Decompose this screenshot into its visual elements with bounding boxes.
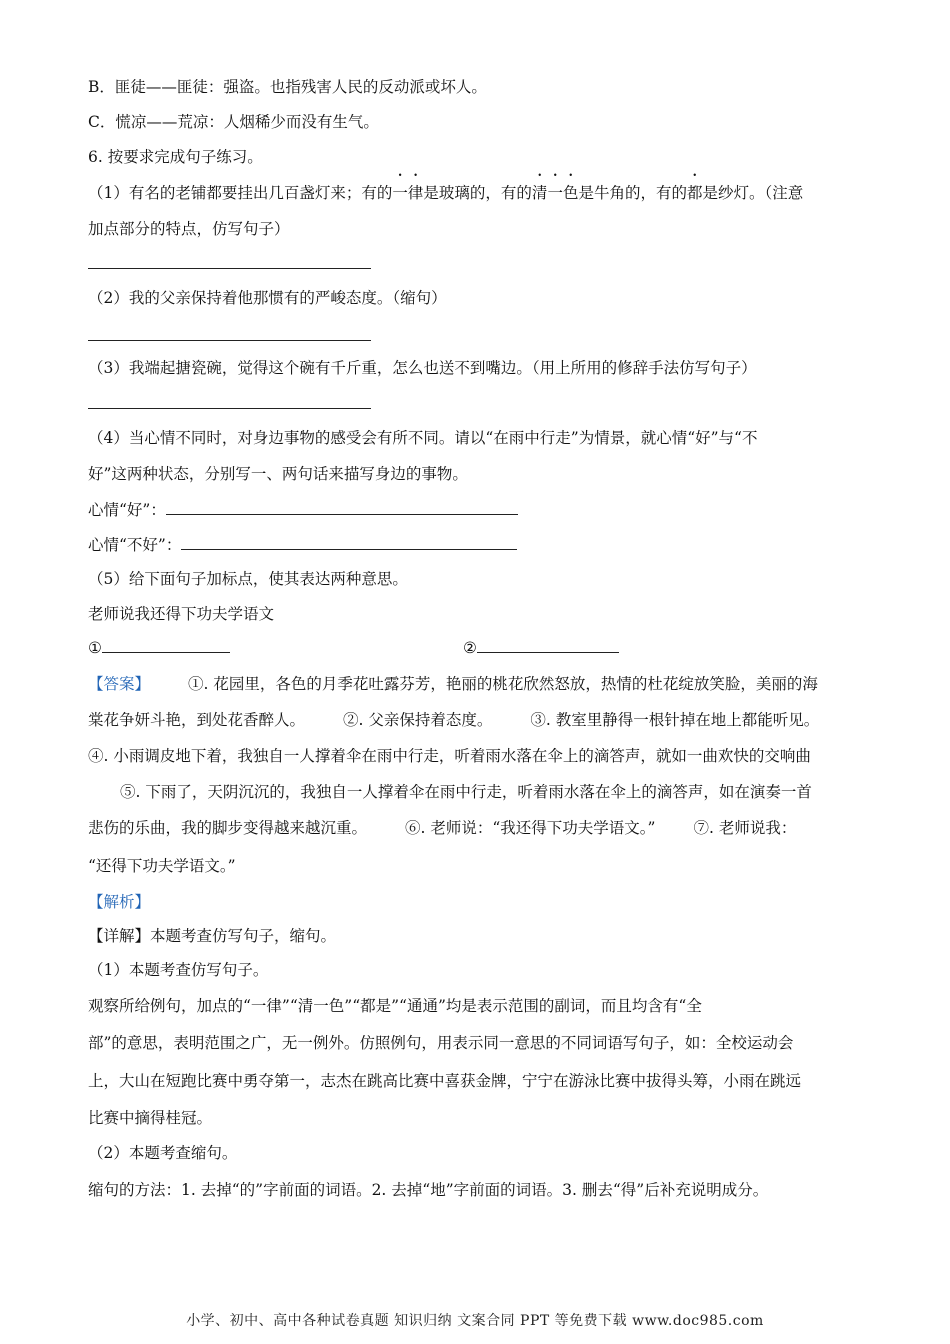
answer-line-3: ④. 小雨调皮地下着，我独自一人撑着伞在雨中行走，听着雨水落在伞上的滴答声，就如一曲欢快的交响曲 [88,747,811,765]
analysis-tag: 【解析】 [88,893,151,911]
detail-title: 【详解】本题考查仿写句子，缩句。 [88,927,337,945]
q3-text: （3）我端起搪瓷碗，觉得这个碗有千斤重，怎么也送不到嘴边。（用上所用的修辞手法仿写句子） [88,359,757,377]
q5-sentence: 老师说我还得下功夫学语文 [88,605,275,623]
emph-char: 一 [547,184,563,202]
emph-char: 一 [392,184,408,202]
detail-7: 缩句的方法：1. 去掉“的”字前面的词语。2. 去掉“地”字前面的词语。3. 删去“得”后补充说明成分。 [88,1181,769,1199]
answer-line-2: 棠花争妍斗艳，到处花香醉人。 ②. 父亲保持着态度。 ③. 教室里静得一根针掉在地上都能听见。 [88,711,820,729]
answer-line-5: 悲伤的乐曲，我的脚步变得越来越沉重。 ⑥. 老师说：“我还得下功夫学语文。” ⑦. 老师说我： [88,819,797,837]
question-6-title: 6. 按要求完成句子练习。 [88,148,263,166]
option-c: C．慌凉——荒凉：人烟稀少而没有生气。 [88,113,379,131]
detail-6: （2）本题考查缩句。 [88,1144,238,1162]
bad-mood-label: 心情“不好”： [88,536,182,554]
detail-5: 比赛中摘得桂冠。 [88,1109,213,1127]
emph-char: 清 [531,184,548,202]
detail-4: 上，大山在短跑比赛中勇夺第一，志杰在跳高比赛中喜获金牌，宁宁在游泳比赛中拔得头筹，小雨在跳远 [88,1072,802,1090]
good-mood-label: 心情“好”： [88,501,166,519]
emph-char: 律 [407,184,424,202]
q5-blank-1[interactable] [102,638,230,653]
emph-char: 都 [686,184,703,202]
answer-line-6: “还得下功夫学语文。” [88,857,236,875]
detail-2: 观察所给例句，加点的“一律”“清一色”“都是”“通通”均是表示范围的副词，而且均含有“全 [88,997,702,1015]
page-footer: 小学、初中、高中各种试卷真题 知识归纳 文案合同 PPT 等免费下载 www.doc985.com [186,1313,764,1329]
q5-option-1: ① [88,638,230,658]
emph-char: 色 [562,184,579,202]
bad-mood-line [88,535,517,555]
answer-tag: 【答案】 [88,675,151,693]
answer-line-1: 【答案】 ①. 花园里，各色的月季花吐露芬芳，艳丽的桃花欣然怒放，热情的杜花绽放笑脸，美丽的海 [88,675,818,693]
answer-blank-1[interactable] [88,268,371,269]
good-mood-blank[interactable] [166,500,518,515]
detail-3: 部”的意思，表明范围之广，无一例外。仿照例句，用表示同一意思的不同词语写句子，如：全校运动会 [88,1034,794,1052]
q1-text-cont: 加点部分的特点，仿写句子） [88,220,290,238]
bad-mood-blank[interactable] [181,535,517,550]
q4-text: （4）当心情不同时，对身边事物的感受会有所不同。请以“在雨中行走”为情景，就心情“好”与“不 [88,429,758,447]
answer-blank-2[interactable] [88,340,371,341]
good-mood-line [88,500,518,520]
q5-option-2: ② [463,638,619,658]
answer-line-4: ⑤. 下雨了，天阴沉沉的，我独自一人撑着伞在雨中行走，听着雨水落在伞上的滴答声，如在演奏一首 [120,783,812,801]
q4-text-cont: 好”这两种状态，分别写一、两句话来描写身边的事物。 [88,465,468,483]
answer-blank-3[interactable] [88,408,371,409]
q2-text: （2）我的父亲保持着他那惯有的严峻态度。（缩句） [88,289,447,307]
q5-blank-2[interactable] [477,638,619,653]
detail-1: （1）本题考查仿写句子。 [88,961,269,979]
option-b: B．匪徒——匪徒：强盗。也指残害人民的反动派或坏人。 [88,78,487,96]
q5-text: （5）给下面句子加标点，使其表达两种意思。 [88,570,408,588]
q1-text: （1）有名的老铺都要挂出几百盏灯来；有的一律是玻璃的，有的清一色是牛角的，有的都是纱灯。（注意 [88,184,804,202]
